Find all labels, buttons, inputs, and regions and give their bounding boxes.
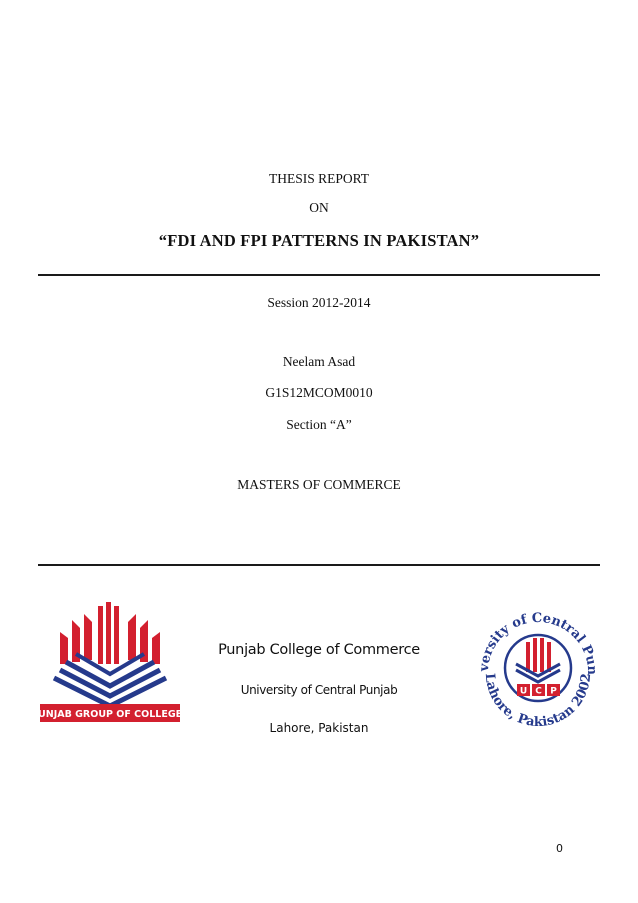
report-type: THESIS REPORT <box>268 171 370 186</box>
seal-letter-c: C <box>535 686 542 697</box>
seal-letter-u: U <box>519 686 528 697</box>
location-line: Lahore, Pakistan <box>269 721 369 735</box>
top-divider <box>38 274 600 276</box>
session-line: Session 2012-2014 <box>267 295 371 310</box>
seal-letter-p: P <box>550 686 557 697</box>
degree-line: MASTERS OF COMMERCE <box>237 477 401 492</box>
college-name: Punjab College of Commerce <box>218 642 420 658</box>
roll-number: G1S12MCOM0010 <box>265 385 373 400</box>
thesis-title: “FDI AND FPI PATTERNS IN PAKISTAN” <box>158 231 480 250</box>
on-word: ON <box>309 200 329 215</box>
ucp-seal-logo <box>472 602 604 734</box>
seal-bottom-text: Lahore, Pakistan 2002 <box>481 672 595 731</box>
bottom-divider <box>38 564 600 566</box>
seal-top-text: versity of Central Pun <box>476 610 600 676</box>
author-name: Neelam Asad <box>282 354 356 369</box>
punjab-group-logo <box>36 602 184 726</box>
logo-banner-text: PUNJAB GROUP OF COLLEGES <box>36 709 184 720</box>
university-name: University of Central Punjab <box>240 683 398 697</box>
section-line: Section “A” <box>286 417 352 432</box>
page-number: 0 <box>556 842 563 855</box>
